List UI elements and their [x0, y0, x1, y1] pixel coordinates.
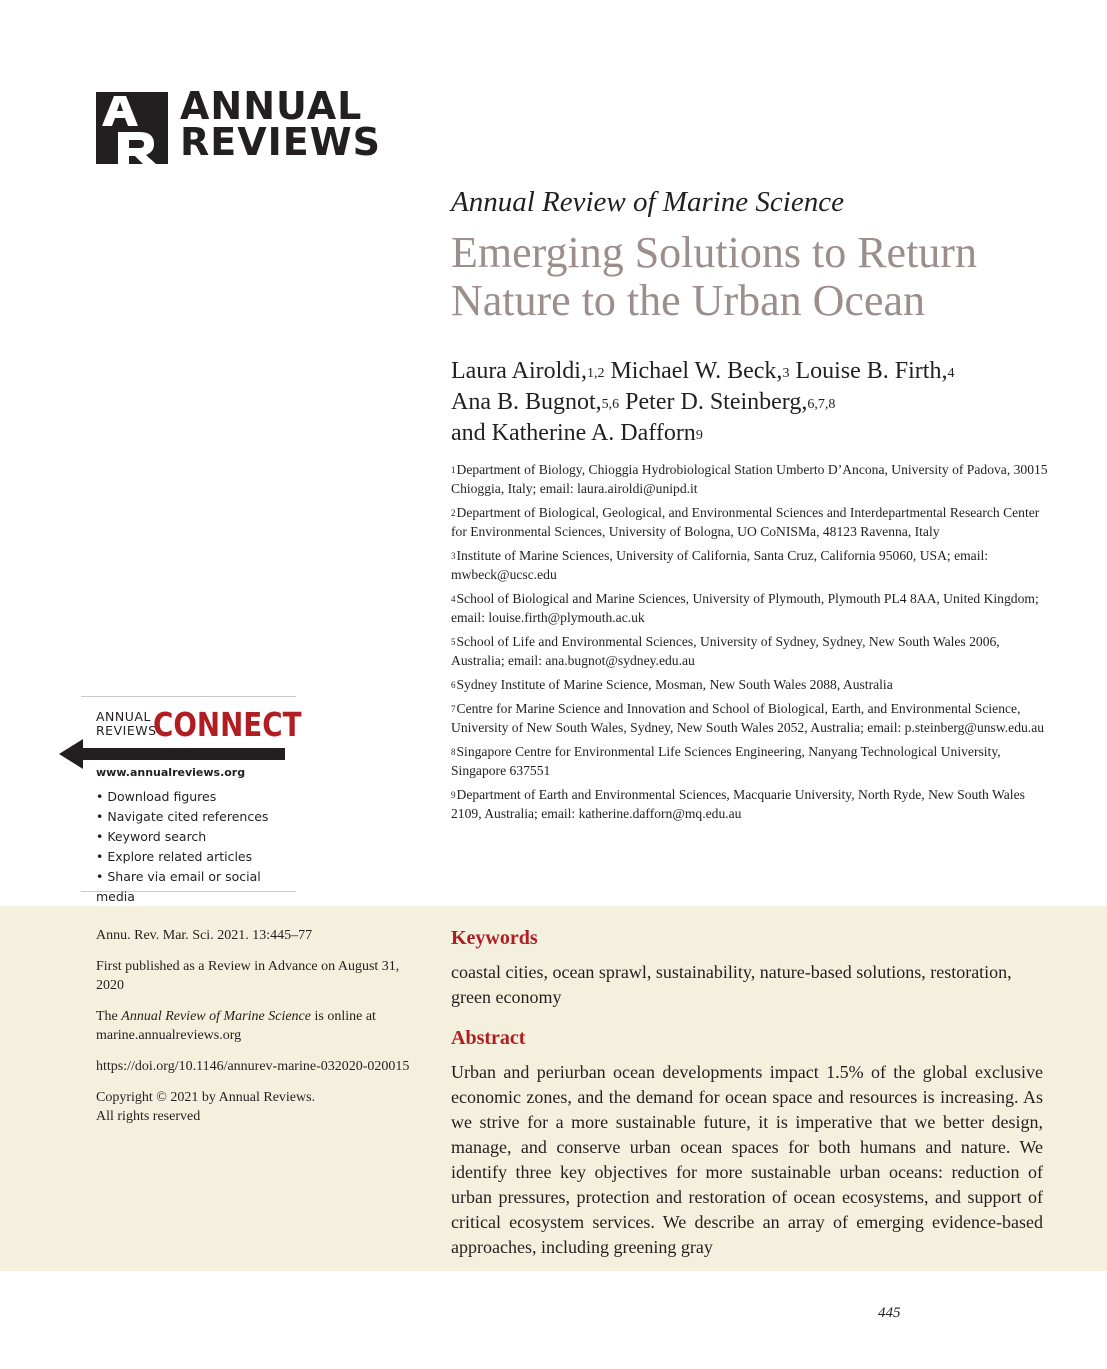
affiliation-number: 7	[451, 704, 456, 714]
connect-feature-item: • Keyword search	[96, 829, 207, 844]
abstract-text: Urban and periurban ocean developments impact 1.5% of the global exclusive economic zones, and the demand for ocean space and resources is increasing. As we strive for a more sustainable future, it is imperative that we better design, manage, and conserve urban ocean spaces for both humans and nature. We identify three key objectives for more sustainable urban oceans: reduction of urban pressures, protection and restoration of ocean ecosystems, and support of critical ecosystem services. We describe an array of emerging evidence-based approaches, including greening gray	[451, 1062, 1043, 1257]
affiliation-number: 2	[451, 508, 456, 518]
abstract-heading: Abstract	[451, 1027, 526, 1049]
author-list	[451, 356, 1051, 449]
affiliation-number: 9	[451, 790, 456, 800]
author-line-2	[451, 387, 1051, 418]
logo-line-2: REVIEWS	[180, 120, 382, 164]
copyright-line-1: Copyright © 2021 by Annual Reviews.	[96, 1090, 316, 1105]
keywords-text: coastal cities, ocean sprawl, sustainability, nature-based solutions, restoration, green economy	[451, 962, 1012, 1007]
citation: Annu. Rev. Mar. Sci. 2021. 13:445–77	[96, 928, 313, 943]
connect-word: CONNECT	[153, 705, 302, 744]
affiliation-item	[451, 785, 1051, 823]
connect-ar-line-2: REVIEWS	[96, 723, 157, 738]
affiliation-item	[451, 632, 1051, 670]
affiliation-text: Institute of Marine Sciences, University of California, Santa Cruz, California 95060, USA; email: mwbeck@ucsc.edu	[451, 548, 989, 582]
affiliation-item	[451, 546, 1051, 584]
author-name: Ana B. Bugnot,	[451, 389, 602, 415]
affiliation-text: Centre for Marine Science and Innovation and School of Biological, Earth, and Environmental Science, University of New South Wales, Sydney, New South Wales 2052, Australia; email: p.steinberg@unsw.edu.au	[451, 701, 1045, 735]
author-line-3	[451, 418, 1051, 449]
affiliation-number: 1	[451, 465, 456, 475]
logo-wordmark	[180, 84, 382, 164]
doi-link[interactable]: https://doi.org/10.1146/annurev-marine-032020-020015	[96, 1059, 410, 1074]
online-note-post: is online at marine.annualreviews.org	[96, 1009, 376, 1043]
connect-box[interactable]	[81, 696, 302, 904]
affiliation-list	[451, 460, 1051, 828]
online-note-journal: Annual Review of Marine Science	[121, 1009, 311, 1024]
affiliation-text: Department of Biological, Geological, and Environmental Sciences and Interdepartmental Research Center for Environmental Sciences, University of Bologna, UO CoNISMa, 48123 Ravenna, Italy	[451, 505, 1040, 539]
affiliation-item	[451, 742, 1051, 780]
first-published: First published as a Review in Advance on August 31, 2020	[96, 959, 400, 993]
online-note	[96, 1007, 416, 1045]
affiliation-number: 8	[451, 747, 456, 757]
connect-feature-item: • Share via email or social media	[96, 869, 261, 904]
author-line-1	[451, 356, 1051, 387]
author-affil-sup: 3	[782, 366, 790, 381]
keywords-heading: Keywords	[451, 927, 538, 949]
annual-reviews-logo	[96, 84, 382, 166]
author-name: Louise B. Firth,	[795, 358, 948, 384]
connect-ar-label	[96, 710, 157, 738]
author-name: and Katherine A. Dafforn	[451, 420, 696, 446]
author-affil-sup: 1,2	[586, 366, 605, 381]
online-note-pre: The	[96, 1009, 122, 1024]
journal-name: Annual Review of Marine Science	[451, 186, 844, 218]
article-title	[451, 229, 1051, 325]
affiliation-number: 4	[451, 594, 456, 604]
affiliation-text: School of Life and Environmental Sciences, University of Sydney, Sydney, New South Wales 2006, Australia; email: ana.bugnot@sydney.edu.au	[451, 634, 1000, 668]
connect-url-link[interactable]: www.annualreviews.org	[96, 766, 246, 779]
author-affil-sup: 4	[947, 366, 955, 381]
connect-feature-item: • Download figures	[96, 789, 217, 804]
author-affil-sup: 5,6	[601, 397, 620, 412]
author-affil-sup: 6,7,8	[807, 397, 836, 412]
ar-logo-mark-icon	[96, 92, 168, 164]
affiliation-number: 3	[451, 551, 456, 561]
article-info	[96, 926, 416, 1138]
affiliation-text: Department of Biology, Chioggia Hydrobiological Station Umberto D’Ancona, University of Padova, 30015 Chioggia, Italy; email: laura.airoldi@unipd.it	[451, 462, 1048, 496]
affiliation-item	[451, 699, 1051, 737]
page-number: 445	[878, 1305, 901, 1321]
copyright	[96, 1088, 416, 1126]
connect-feature-list	[96, 787, 296, 907]
affiliation-text: Sydney Institute of Marine Science, Mosman, New South Wales 2088, Australia	[456, 677, 893, 692]
affiliation-item	[451, 675, 1051, 694]
affiliation-number: 5	[451, 637, 456, 647]
author-name: Michael W. Beck,	[610, 358, 783, 384]
logo-line-1: ANNUAL	[180, 84, 363, 128]
affiliation-number: 6	[451, 680, 456, 690]
title-line-2: Nature to the Urban Ocean	[451, 276, 926, 325]
affiliation-text: Department of Earth and Environmental Sciences, Macquarie University, North Ryde, New South Wales 2109, Australia; email: katherine.dafforn@mq.edu.au	[451, 787, 1025, 821]
author-name: Peter D. Steinberg,	[625, 389, 808, 415]
affiliation-text: Singapore Centre for Environmental Life Sciences Engineering, Nanyang Technological University, Singapore 637551	[451, 744, 1001, 778]
connect-ar-line-1: ANNUAL	[96, 709, 151, 724]
connect-feature-item: • Explore related articles	[96, 849, 253, 864]
author-name: Laura Airoldi,	[451, 358, 587, 384]
copyright-line-2: All rights reserved	[96, 1109, 201, 1124]
author-affil-sup: 9	[695, 428, 703, 443]
title-line-1: Emerging Solutions to Return	[451, 228, 977, 277]
affiliation-item	[451, 589, 1051, 627]
affiliation-item	[451, 503, 1051, 541]
connect-feature-item: • Navigate cited references	[96, 809, 269, 824]
affiliation-text: School of Biological and Marine Sciences, University of Plymouth, Plymouth PL4 8AA, United Kingdom; email: louise.firth@plymouth.ac.uk	[451, 591, 1039, 625]
affiliation-item	[451, 460, 1051, 498]
